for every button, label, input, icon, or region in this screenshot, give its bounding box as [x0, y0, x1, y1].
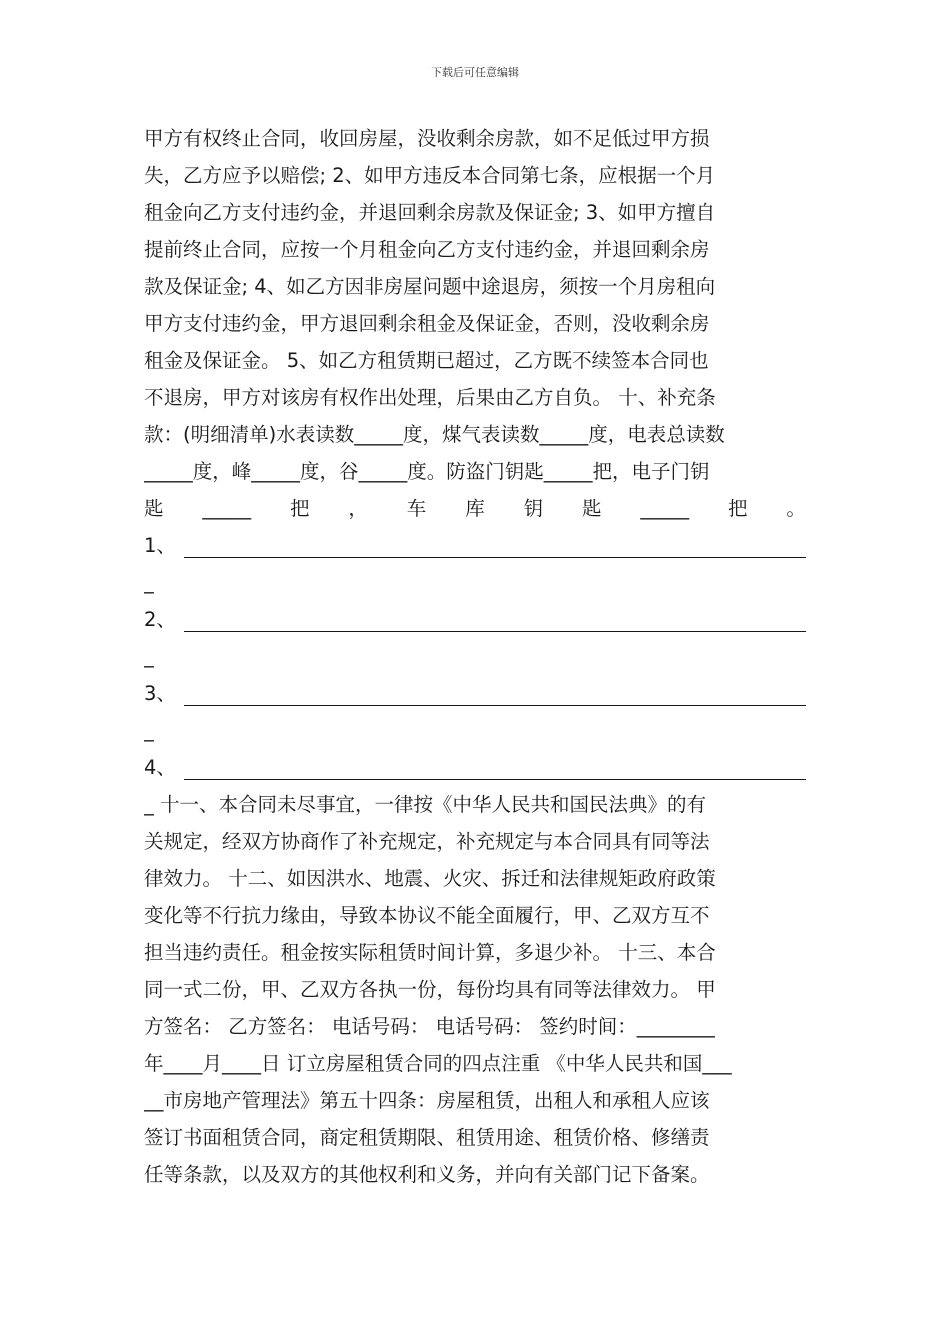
page-header-note: 下载后可任意编辑: [431, 66, 519, 79]
text-token: 库: [465, 497, 485, 520]
fill-in-blank-line: [184, 557, 806, 558]
text-line: 甲方支付违约金，甲方退回剩余租金及保证金，否则，没收剩余房: [144, 312, 710, 335]
blank-item-row: [144, 527, 806, 564]
text-line: 关规定，经双方协商作了补充规定，补充规定与本合同具有同等法: [144, 830, 710, 853]
blank-item-tail: [144, 712, 806, 749]
blank-token: _____: [202, 497, 252, 520]
text-token: 钥: [523, 497, 544, 520]
text-line: 失，乙方应予以赔偿; 2、如甲方违反本合同第七条，应根据一个月: [144, 164, 716, 187]
text-line: 任等条款，以及双方的其他权利和义务，并向有关部门记下备案。: [144, 1163, 710, 1186]
justified-line: [144, 490, 806, 527]
text-line: 不退房，甲方对该房有权作出处理，后果由乙方自负。 十、补充条: [144, 386, 716, 409]
text-token: 把: [290, 497, 310, 520]
item-number: 2、: [144, 608, 176, 631]
text-line: 年____月____日 订立房屋租赁合同的四点注重 《中华人民共和国___: [144, 1052, 732, 1075]
text-token: 。: [786, 497, 806, 520]
fill-in-blank-line: [184, 631, 806, 632]
fill-in-blank-line: [184, 705, 806, 706]
text-token: 匙: [581, 497, 602, 520]
tail-underscore: _: [144, 645, 154, 668]
text-line: 律效力。 十二、如因洪水、地震、火灾、拆迁和法律规矩政府政策: [144, 867, 716, 890]
blank-item-row: [144, 601, 806, 638]
text-line: 甲方有权终止合同，收回房屋，没收剩余房款，如不足低过甲方损: [144, 127, 710, 150]
fill-in-blank-line: [184, 779, 806, 780]
text-line: 方签名： 乙方签名： 电话号码： 电话号码： 签约时间：________: [144, 1015, 715, 1038]
text-line: 提前终止合同，应按一个月租金向乙方支付违约金，并退回剩余房: [144, 238, 710, 261]
text-token: 匙: [144, 497, 164, 520]
text-line: _____度，峰_____度，谷_____度。防盗门钥匙_____把，电子门钥: [144, 460, 710, 483]
blank-item-tail: [144, 564, 806, 601]
text-line: 款及保证金; 4、如乙方因非房屋问题中途退房，须按一个月房租向: [144, 275, 716, 298]
document-body: [144, 120, 806, 1193]
text-line: 变化等不行抗力缘由，导致本协议不能全面履行，甲、乙双方互不: [144, 904, 710, 927]
text-line: __市房地产管理法》第五十四条：房屋租赁，出租人和承租人应该: [144, 1089, 710, 1112]
item-number: 3、: [144, 682, 176, 705]
blank-item-row: [144, 675, 806, 712]
text-line: 签订书面租赁合同，商定租赁期限、租赁用途、租赁价格、修缮责: [144, 1126, 710, 1149]
text-line: 同一式二份，甲、乙双方各执一份，每份均具有同等法律效力。 甲: [144, 978, 716, 1001]
text-token: 把: [727, 497, 748, 520]
text-line: 款：(明细清单)水表读数_____度，煤气表读数_____度，电表总读数: [144, 423, 725, 446]
text-token: 车: [406, 497, 427, 520]
text-line: _ 十一、本合同未尽事宜，一律按《中华人民共和国民法典》的有: [144, 793, 706, 816]
text-line: 担当违约责任。租金按实际租赁时间计算，多退少补。 十三、本合: [144, 941, 716, 964]
blank-item-tail: [144, 638, 806, 675]
text-line: 租金及保证金。 5、如乙方租赁期已超过，乙方既不续签本合同也: [144, 349, 709, 372]
blank-item-row: [144, 749, 806, 786]
item-number: 4、: [144, 756, 176, 779]
blank-token: _____: [640, 497, 690, 520]
item-number: 1、: [144, 534, 176, 557]
tail-underscore: _: [144, 719, 154, 742]
text-token: ，: [348, 497, 368, 520]
tail-underscore: _: [144, 571, 154, 594]
text-line: 租金向乙方支付违约金，并退回剩余房款及保证金; 3、如甲方擅自: [144, 201, 716, 224]
